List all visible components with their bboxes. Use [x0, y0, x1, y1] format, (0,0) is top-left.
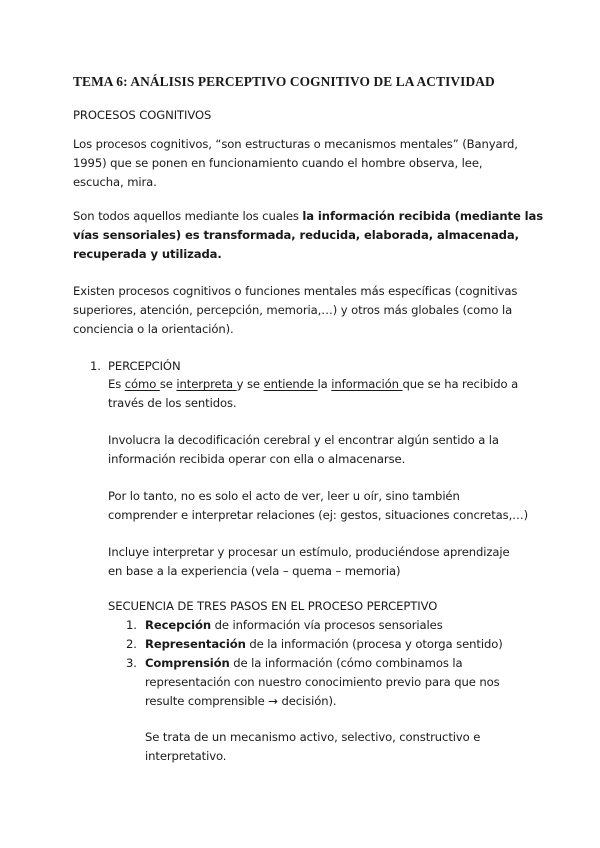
para1-line2: 1995) que se ponen en funcionamiento cuando el hombre observa, lee, [73, 156, 483, 170]
para1-line3: escucha, mira. [73, 175, 157, 189]
document-title: TEMA 6: ANÁLISIS PERCEPTIVO COGNITIVO DE LA ACTIVIDAD [73, 74, 495, 89]
step-number: 2. [126, 637, 137, 651]
para2-line2: vías sensoriales) es transformada, reducida, elaborada, almacenada, [73, 228, 519, 242]
percepcion-p4-line2: en base a la experiencia (vela – quema – memoria) [108, 564, 401, 578]
para2-line1 [73, 209, 543, 223]
para3-line1: Existen procesos cognitivos o funciones mentales más específicas (cognitivas [73, 284, 518, 298]
sequence-note-line2: interpretativo. [145, 749, 227, 763]
step-3-line3: resulte comprensible → decisión). [145, 694, 337, 708]
para3-line3: conciencia o la orientación). [73, 322, 234, 336]
sequence-note-line1: Se trata de un mecanismo activo, selectivo, constructivo e [145, 730, 481, 744]
percepcion-definition-line1: Es cómo se interpreta y se entiende la información que se ha recibido a [108, 377, 519, 391]
section-heading: PROCESOS COGNITIVOS [73, 108, 212, 122]
percepcion-p3-line1: Por lo tanto, no es solo el acto de ver, leer u oír, sino también [108, 489, 460, 503]
step-1: Recepción de información vía procesos sensoriales [145, 618, 443, 632]
para2-text: Son todos aquellos mediante los cuales [73, 209, 303, 223]
percepcion-p2-line2: información recibida operar con ella o almacenarse. [108, 452, 406, 466]
sequence-heading: SECUENCIA DE TRES PASOS EN EL PROCESO PERCEPTIVO [108, 599, 438, 613]
step-3: Comprensión de la información (cómo combinamos la [145, 656, 463, 670]
step-2: Representación de la información (procesa y otorga sentido) [145, 637, 503, 651]
percepcion-p2-line1: Involucra la decodificación cerebral y el encontrar algún sentido a la [108, 433, 499, 447]
percepcion-p3-line2: comprender e interpretar relaciones (ej: gestos, situaciones concretas,…) [108, 508, 529, 522]
para2-bold-text: la información recibida (mediante las [302, 209, 544, 223]
list-item-number: 1. [90, 359, 101, 373]
percepcion-p4-line1: Incluye interpretar y procesar un estímulo, produciéndose aprendizaje [108, 545, 510, 559]
para1-line1: Los procesos cognitivos, “son estructuras o mecanismos mentales” (Banyard, [73, 137, 518, 151]
step-number: 3. [126, 656, 137, 670]
step-3-line2: representación con nuestro conocimiento previo para que nos [145, 675, 500, 689]
percepcion-definition-line2: través de los sentidos. [108, 396, 237, 410]
para2-line3: recuperada y utilizada. [73, 247, 222, 261]
percepcion-heading: PERCEPCIÓN [108, 359, 181, 373]
step-number: 1. [126, 618, 137, 632]
para3-line2: superiores, atención, percepción, memoria,…) y otros más globales (como la [73, 303, 513, 317]
